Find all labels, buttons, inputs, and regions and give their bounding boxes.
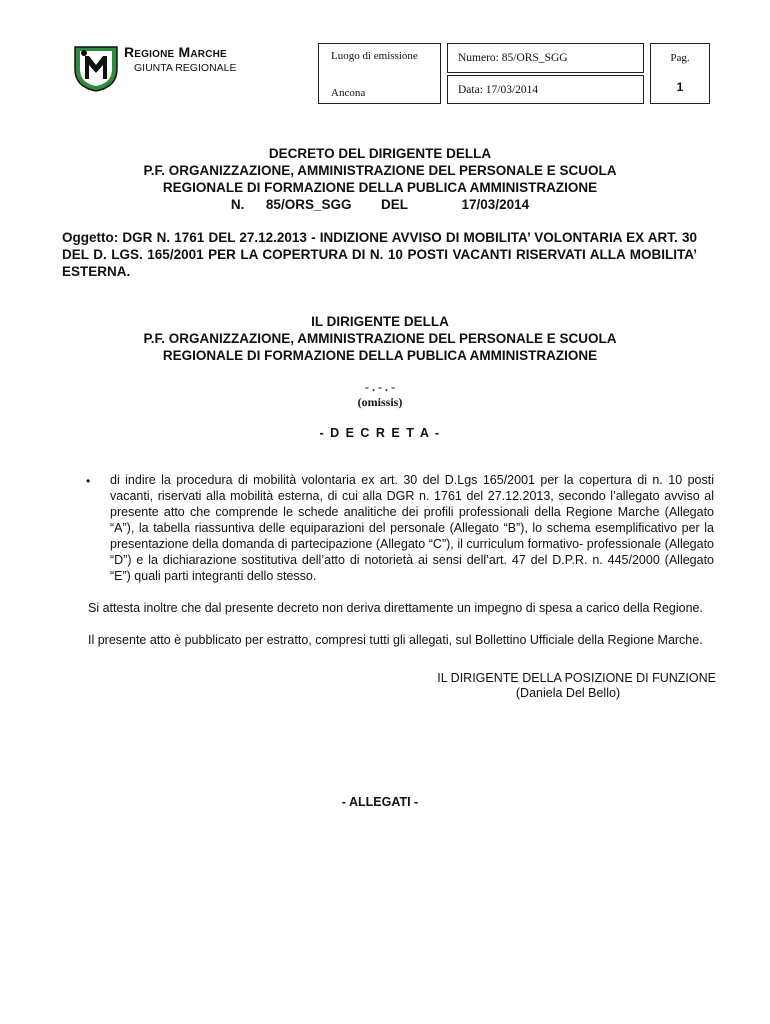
dirigente-line-1: IL DIRIGENTE DELLA <box>311 314 449 329</box>
title-line-2: P.F. ORGANIZZAZIONE, AMMINISTRAZIONE DEL PERSONALE E SCUOLA <box>143 163 617 178</box>
bullet-marker: • <box>86 474 91 488</box>
title-line-1: DECRETO DEL DIRIGENTE DELLA <box>268 146 492 161</box>
page-box <box>650 43 710 104</box>
signature-role: IL DIRIGENTE DELLA POSIZIONE DI FUNZIONE <box>437 671 716 685</box>
dirigente-line-2: P.F. ORGANIZZAZIONE, AMMINISTRAZIONE DEL PERSONALE E SCUOLA <box>143 331 617 346</box>
title-line-3: REGIONALE DI FORMAZIONE DELLA PUBLICA AMMINISTRAZIONE <box>162 180 598 195</box>
bullet-text: di indire la procedura di mobilità volontaria ex art. 30 del D.Lgs 165/2001 per la copertura di n. 10 posti vacanti, riservati alla mobilità esterna, di cui alla DGR n. 1761 del 27.12.2013, secondo l’allegato avviso al presente atto che comprende le schede analitiche dei profili professionali della Regione Marche (Allegato “A”), la tabella riassuntiva delle equiparazioni del personale (Allegato “B”), lo schema esemplificativo per la presentazione della domanda di partecipazione (Allegato “C”), il curriculum formativo- professionale (Allegato “D”) e la dichiarazione sostitutiva dell’atto di notorietà ai sensi dell’art. 47 del D.P.R. n. 445/2000 (Allegato “E”) quali parti integranti dello stesso. <box>110 473 714 583</box>
omissis-block <box>50 380 710 410</box>
decree-n-label: N. <box>230 197 245 212</box>
decree-number: 85/ORS_SGG <box>265 197 352 212</box>
subject-text: Oggetto: DGR N. 1761 DEL 27.12.2013 - INDIZIONE AVVISO DI MOBILITA’ VOLONTARIA EX ART. 30 DEL D. LGS. 165/2001 PER LA COPERTURA DI N. 10 POSTI VACANTI RISERVATI ALLA MOBILITA’ ESTERNA. <box>62 230 697 279</box>
paragraph-pubblicazione: Il presente atto è pubblicato per estratto, compresi tutti gli allegati, sul Bollettino Ufficiale della Regione Marche. <box>88 633 703 647</box>
signature-block <box>360 671 716 701</box>
numero-value: Numero: 85/ORS_SGG <box>458 52 568 64</box>
org-name: Regione Marche <box>124 44 227 60</box>
luogo-box <box>318 43 441 104</box>
luogo-value: Ancona <box>331 87 366 99</box>
data-value: Data: 17/03/2014 <box>458 84 539 96</box>
regione-marche-logo <box>72 43 120 93</box>
allegati-heading: - ALLEGATI - <box>341 795 419 809</box>
omissis-dashes: - . - . - <box>365 380 395 394</box>
dirigente-line-3: REGIONALE DI FORMAZIONE DELLA PUBLICA AMMINISTRAZIONE <box>162 348 598 363</box>
paragraph-spesa: Si attesta inoltre che dal presente decreto non deriva direttamente un impegno di spesa a carico della Regione. <box>88 601 703 615</box>
luogo-label: Luogo di emissione <box>331 50 418 62</box>
decree-del-label: DEL <box>381 197 408 212</box>
numero-box <box>447 43 644 73</box>
signature-name: (Daniela Del Bello) <box>515 686 621 700</box>
page-number: 1 <box>676 80 684 94</box>
dirigente-heading <box>50 313 710 364</box>
data-box <box>447 75 644 104</box>
decree-date: 17/03/2014 <box>461 197 530 212</box>
org-subtitle: GIUNTA REGIONALE <box>134 62 237 74</box>
decree-title <box>50 145 710 213</box>
page-label: Pag. <box>670 52 690 64</box>
decreta-heading: - D E C R E T A - <box>319 426 441 440</box>
decree-reference <box>50 196 710 213</box>
omissis-text: (omissis) <box>357 395 403 409</box>
